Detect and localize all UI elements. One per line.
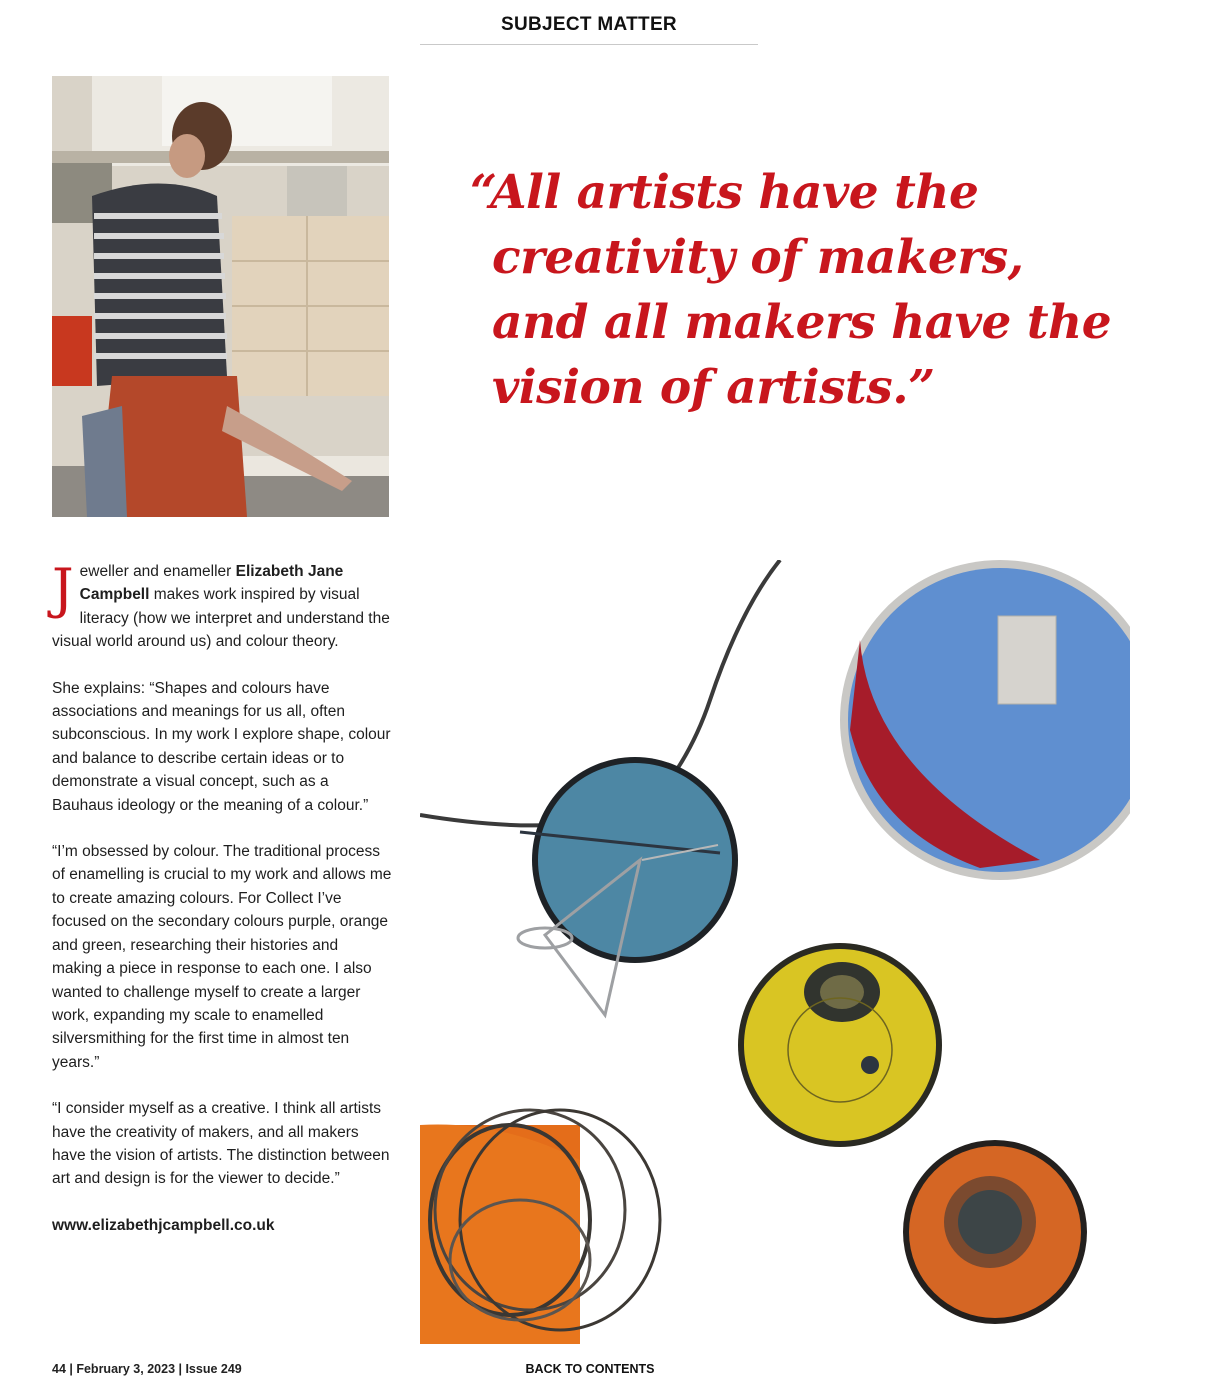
pull-quote-line: “All artists have the (470, 165, 979, 220)
pull-quote (470, 160, 1110, 420)
page-folio: 44 | February 3, 2023 | Issue 249 (52, 1362, 242, 1376)
artist-name: Elizabeth Jane Campbell (79, 563, 344, 604)
article-paragraph (52, 557, 392, 654)
article-paragraph: She explains: “Shapes and colours have associations and meanings for us all, often subconscious. In my work I explore shape, colour and balance to describe certain ideas or to demonstrate a visual concept, such as a Bauhaus ideology or the meaning of a colour.” (52, 679, 391, 814)
jewellery-photo (420, 560, 1130, 1344)
pull-quote-line: creativity of makers, (492, 230, 1024, 285)
back-to-contents-link[interactable]: BACK TO CONTENTS (525, 1362, 655, 1376)
section-title: SUBJECT MATTER (420, 14, 758, 45)
article-body (52, 557, 392, 1260)
article-paragraph: “I consider myself as a creative. I think all artists have the creativity of makers, and all makers have the vision of artists. The distinction between art and design is for the viewer to decide.” (52, 1100, 390, 1188)
website-link[interactable]: www.elizabethjcampbell.co.uk (52, 1216, 275, 1234)
article-text: makes work inspired by visual literacy (how we interpret and understand the visual world around us) and colour theory. (52, 586, 390, 651)
artist-photo (52, 76, 389, 517)
article-text: eweller and enameller (79, 563, 236, 580)
pull-quote-line: and all makers have the (492, 295, 1112, 350)
pull-quote-line: vision of artists.” (492, 360, 935, 415)
drop-cap: J (52, 557, 74, 620)
article-paragraph: “I’m obsessed by colour. The traditional process of enamelling is crucial to my work and allows me to create amazing colours. For Collect I’ve focused on the secondary colours purple, orange and green, researching their histories and making a piece in response to each one. I also wanted to challenge myself to create a larger work, expanding my scale to enamelled silversmithing for the first time in almost ten years.” (52, 843, 392, 1071)
